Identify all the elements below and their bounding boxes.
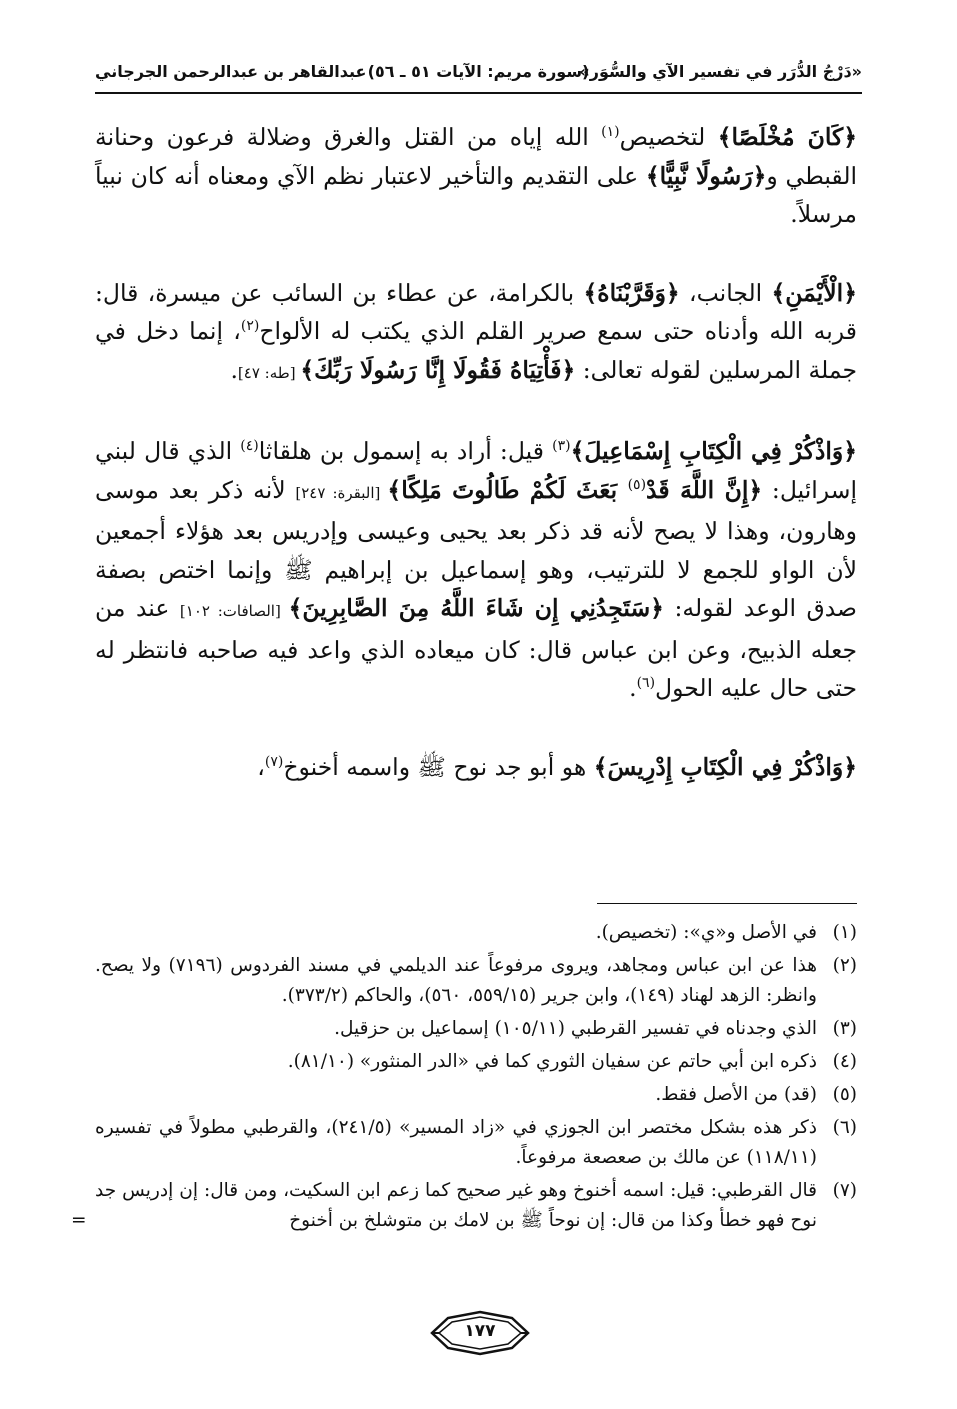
footnote-number: (٧) <box>832 1180 857 1201</box>
text-run: الله إياه من القتل والغرق وضلالة فرعون وحنانة القبطي و <box>95 123 858 190</box>
text-run: على التقديم والتأخير لاعتبار نظم الآي ومعناه أنه كان نبياً مرسلاً. <box>95 161 857 228</box>
paragraph-1 <box>95 118 857 234</box>
quran-quote: ﴿رَسُولًا نَّبِيًّا﴾ <box>645 161 767 190</box>
footnote-marker: (٣) <box>552 438 571 455</box>
text-run: هو أبو جد نوح ﷺ واسمه أخنوخ <box>283 752 594 781</box>
footnote-number: (٤) <box>832 1051 857 1072</box>
main-text <box>95 118 857 826</box>
footnote-number: (١) <box>832 922 857 943</box>
footnote-marker: (٦) <box>636 675 656 692</box>
page-number-ornament <box>430 1310 530 1356</box>
quran-quote: ﴿إِنَّ اللَّهَ قَدْ <box>646 475 763 504</box>
quran-quote: ﴿وَقَرَّبْنَاهُ﴾ <box>583 278 680 307</box>
header-book-title: «دَرْجُ الدُّرَر في تفسير الآي والسُّوَر» <box>579 62 862 81</box>
footnote-marker: (٥) <box>627 476 647 493</box>
text-run: الجانب، <box>679 278 772 307</box>
quran-quote: ﴿سَتَجِدُنِي إِن شَاءَ اللَّهُ مِنَ الصَّابِرِينَ﴾ <box>288 594 664 622</box>
text-run: قيل: أراد به إسمول بن هلقاثا <box>258 437 553 465</box>
quran-quote: بَعَثَ لَكُمْ طَالُوتَ مَلِكًا﴾ <box>387 475 628 504</box>
paragraph-2 <box>95 274 857 393</box>
text-run: ، إنما دخل في جملة المرسلين لقوله تعالى: <box>95 317 857 384</box>
footnote <box>95 918 857 948</box>
text-run: . <box>230 355 238 384</box>
footnote-divider <box>597 903 857 904</box>
text-run: لتخصيص <box>619 123 718 151</box>
footnote-marker: (٤) <box>240 438 259 455</box>
footnote <box>95 1080 857 1110</box>
quran-quote: ﴿الْأَيْمَنِ﴾ <box>771 278 857 307</box>
header-author: عبدالقاهر بن عبدالرحمن الجرجاني <box>95 62 367 81</box>
footnote-text: (قد) من الأصل فقط. <box>655 1084 817 1105</box>
quran-quote: ﴿وَاذْكُرْ فِي الْكِتَابِ إِدْرِيسَ﴾ <box>593 752 857 781</box>
verse-reference: [الصافات: ١٠٢] <box>179 602 289 620</box>
text-run: بالكرامة، عن عطاء بن السائب عن ميسرة، قال: قربه الله وأدناه حتى سمع صرير القلم الذي يكتب له الألواح <box>95 278 858 345</box>
footnote-text: الذي وجدناه في تفسير القرطبي (١٠٥/١١) إسماعيل بن حزقيل. <box>334 1018 817 1039</box>
quran-quote: ﴿فَأْتِيَاهُ فَقُولَا إِنَّا رَسُولَا رَبِّكَ﴾ <box>300 355 576 384</box>
paragraph-4 <box>95 748 857 787</box>
footnote <box>95 1014 857 1044</box>
text-run: عند من جعله الذبيح، وعن ابن عباس قال: كان ميعاده الذي واعد فيه صاحبه فانتظر له حتى حال عليه الحول <box>95 594 857 702</box>
footnote-text: في الأصل و«ي»: (تخصيص). <box>595 922 817 943</box>
text-run: الذي قال لبني إسرائيل: <box>95 437 857 504</box>
paragraph-3 <box>95 432 857 708</box>
footnote-number: (٦) <box>832 1117 857 1138</box>
footnote-number: (٣) <box>832 1018 857 1039</box>
footnote-marker: (٢) <box>240 318 260 335</box>
header-divider <box>95 92 862 94</box>
footnote-text: قال القرطبي: قيل: اسمه أخنوخ وهو غير صحيح كما زعم ابن السكيت، ومن قال: إن إدريس جد نوح فهو خطأ وكذا من قال: إن نوحاً ﷺ بن لامك بن متوشلخ بن أخنوخ <box>95 1180 817 1231</box>
footnote-marker: (٧) <box>264 753 284 770</box>
footnote <box>71 1176 857 1236</box>
footnote-number: (٥) <box>832 1084 857 1105</box>
continuation-mark: = <box>71 1210 87 1231</box>
footnote-text: ذكر هذه بشكل مختصر ابن الجوزي في «زاد المسير» (٢٤١/٥)، والقرطبي مطولاً في تفسيره (١١٨/١١) عن مالك بن صعصعة مرفوعاً. <box>95 1117 817 1168</box>
verse-reference: [طه: ٤٧] <box>237 363 301 382</box>
footnote <box>95 1047 857 1077</box>
running-header <box>95 58 862 88</box>
page-number: ١٧٧ <box>464 1321 496 1341</box>
footnote-number: (٢) <box>832 955 857 976</box>
footnotes <box>71 918 857 1239</box>
text-run: ، <box>257 752 265 781</box>
footnote-text: ذكره ابن أبي حاتم عن سفيان الثوري كما في «الدر المنثور» (٨١/١٠). <box>287 1051 817 1072</box>
text-run: لأنه ذكر بعد موسى وهارون، وهذا لا يصح لأنه قد ذكر بعد يحيى وعيسى وإدريس بعد هؤلاء أجمعين لأن الواو للجمع لا للترتيب، وهو إسماعيل بن إبراهيم ﷺ وإنما اختص بصفة صدق الوعد لقوله: <box>95 475 857 622</box>
header-section: (سورة مريم: الآيات ٥١ ـ ٥٦) <box>367 62 590 81</box>
footnote-text: هذا عن ابن عباس ومجاهد، ويروى مرفوعاً عند الديلمي في مسند الفردوس (٧١٩٦) ولا يصح. وانظر: الزهد لهناد (١٤٩)، وابن جرير (٥٥٩/١٥، ٥٦٠)، والحاكم (٣٧٣/٢). <box>95 955 817 1006</box>
quran-quote: ﴿وَاذْكُرْ فِي الْكِتَابِ إِسْمَاعِيلَ﴾ <box>570 437 857 465</box>
footnote <box>95 951 857 1011</box>
footnote <box>95 1113 857 1173</box>
footnote-marker: (١) <box>601 124 620 141</box>
verse-reference: [البقرة: ٢٤٧] <box>295 483 388 502</box>
quran-quote: ﴿كَانَ مُخْلَصًا﴾ <box>717 123 858 151</box>
text-run: . <box>629 674 637 702</box>
